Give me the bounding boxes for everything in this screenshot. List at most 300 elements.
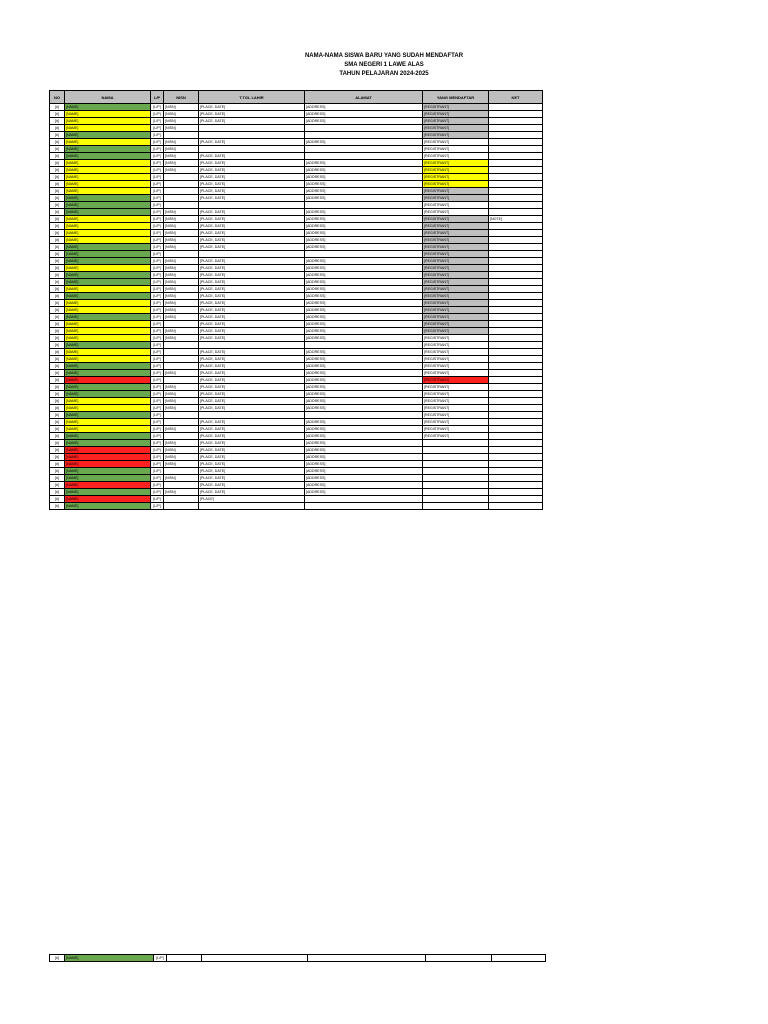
table-row (50, 426, 543, 433)
cell-nama: [NAME] (65, 153, 151, 160)
cell-nama: [NAME] (65, 265, 151, 272)
cell-mendaftar: [REGISTRANT] (423, 153, 489, 160)
cell-nisn: [NISN] (164, 146, 199, 153)
cell-ket (489, 265, 543, 272)
cell-no: [#] (50, 489, 65, 496)
cell-ket (489, 468, 543, 475)
cell-ttl (199, 146, 305, 153)
table-row (50, 286, 543, 293)
cell-ket (489, 461, 543, 468)
cell-no: [#] (50, 286, 65, 293)
cell-nisn (164, 482, 199, 489)
cell-nama: [NAME] (65, 230, 151, 237)
cell-lp: [L/P] (151, 461, 164, 468)
cell-nisn (164, 349, 199, 356)
cell-alamat: [ADDRESS] (305, 265, 423, 272)
cell-ttl: [PLACE, DATE] (199, 482, 305, 489)
cell-no: [#] (50, 503, 65, 510)
cell-ttl (199, 503, 305, 510)
cell-alamat: [ADDRESS] (305, 223, 423, 230)
cell-ttl: [PLACE, DATE] (199, 384, 305, 391)
cell-ttl: [PLACE, DATE] (199, 377, 305, 384)
cell-nisn (164, 174, 199, 181)
cell-lp: [L/P] (151, 251, 164, 258)
cell-ttl: [PLACE] (199, 496, 305, 503)
cell-mendaftar: [REGISTRANT] (423, 125, 489, 132)
cell-no: [#] (50, 461, 65, 468)
cell-no: [#] (50, 447, 65, 454)
cell-alamat: [ADDRESS] (305, 468, 423, 475)
cell-alamat (305, 146, 423, 153)
cell-ttl: [PLACE, DATE] (199, 195, 305, 202)
cell-nisn (164, 363, 199, 370)
cell-mendaftar: [REGISTRANT] (423, 265, 489, 272)
cell-ttl: [PLACE, DATE] (199, 419, 305, 426)
cell-nama: [NAME] (65, 174, 151, 181)
cell-ket (489, 454, 543, 461)
cell-nama: [NAME] (65, 272, 151, 279)
cell-lp: [L/P] (151, 153, 164, 160)
cell-mendaftar (423, 496, 489, 503)
cell-alamat: [ADDRESS] (305, 426, 423, 433)
table-row (50, 461, 543, 468)
cell-mendaftar: [REGISTRANT] (423, 181, 489, 188)
table-row (50, 265, 543, 272)
cell-ket (489, 251, 543, 258)
cell-nama: [NAME] (65, 167, 151, 174)
table-row (50, 111, 543, 118)
cell-ttl: [PLACE, DATE] (199, 391, 305, 398)
cell-ttl: [PLACE, DATE] (199, 118, 305, 125)
cell-ket (489, 419, 543, 426)
cell-no: [#] (50, 230, 65, 237)
cell-no: [#] (50, 188, 65, 195)
cell-ket (489, 237, 543, 244)
cell-mendaftar: [REGISTRANT] (423, 419, 489, 426)
cell-mendaftar (423, 454, 489, 461)
cell-nisn: [NISN] (164, 454, 199, 461)
cell-lp: [L/P] (151, 139, 164, 146)
cell-no: [#] (50, 370, 65, 377)
cell-no: [#] (50, 272, 65, 279)
cell-nama: [NAME] (65, 398, 151, 405)
cell-no: [#] (50, 433, 65, 440)
cell-ket (489, 244, 543, 251)
cell-nama: [NAME] (65, 195, 151, 202)
cell-lp: [L/P] (151, 258, 164, 265)
cell-ttl: [PLACE, DATE] (199, 447, 305, 454)
cell-ttl (199, 125, 305, 132)
cell-alamat: [ADDRESS] (305, 314, 423, 321)
cell-no: [#] (50, 454, 65, 461)
cell-ttl: [PLACE, DATE] (199, 370, 305, 377)
cell-nisn: [NISN] (164, 209, 199, 216)
document-title: NAMA-NAMA SISWA BARU YANG SUDAH MENDAFTAR (304, 53, 464, 59)
cell-ket (489, 335, 543, 342)
cell-ket (489, 328, 543, 335)
table-row (50, 223, 543, 230)
cell-no: [#] (50, 475, 65, 482)
cell-nisn (164, 496, 199, 503)
cell-ket (489, 503, 543, 510)
cell-nama: [NAME] (65, 237, 151, 244)
cell-nama: [NAME] (65, 482, 151, 489)
cell-ttl: [PLACE, DATE] (199, 139, 305, 146)
table-row (50, 300, 543, 307)
cell-lp: [L/P] (151, 244, 164, 251)
cell-mendaftar: [REGISTRANT] (423, 251, 489, 258)
cell-ttl: [PLACE, DATE] (199, 433, 305, 440)
table-row (50, 503, 543, 510)
cell-lp: [L/P] (151, 391, 164, 398)
table-row (50, 272, 543, 279)
cell-no: [#] (50, 202, 65, 209)
table-row (50, 118, 543, 125)
cell-ket (489, 188, 543, 195)
cell-lp: [L/P] (151, 314, 164, 321)
cell-mendaftar: [REGISTRANT] (423, 398, 489, 405)
cell-ttl: [PLACE, DATE] (199, 300, 305, 307)
student-table-extra (49, 954, 546, 962)
table-row (50, 314, 543, 321)
cell-lp: [L/P] (151, 482, 164, 489)
cell-lp: [L/P] (151, 447, 164, 454)
cell-no: [#] (50, 118, 65, 125)
cell-alamat: [ADDRESS] (305, 167, 423, 174)
table-row (50, 321, 543, 328)
cell-ket (489, 146, 543, 153)
cell-ttl: [PLACE, DATE] (199, 307, 305, 314)
cell-nama: [NAME] (65, 293, 151, 300)
cell-alamat: [ADDRESS] (305, 335, 423, 342)
cell-alamat (305, 202, 423, 209)
cell-alamat: [ADDRESS] (305, 405, 423, 412)
table-row (50, 433, 543, 440)
cell-mendaftar: [REGISTRANT] (423, 174, 489, 181)
cell-ket (489, 405, 543, 412)
table-row (50, 440, 543, 447)
cell-ttl: [PLACE, DATE] (199, 286, 305, 293)
cell-lp: [L/P] (151, 195, 164, 202)
cell-nama: [NAME] (65, 223, 151, 230)
cell-lp: [L/P] (151, 433, 164, 440)
cell-ket (489, 223, 543, 230)
cell-nama: [NAME] (65, 454, 151, 461)
document-title-block (0, 52, 768, 79)
cell-alamat: [ADDRESS] (305, 454, 423, 461)
cell-no: [#] (50, 174, 65, 181)
cell-nisn: [NISN] (164, 153, 199, 160)
cell-mendaftar: [REGISTRANT] (423, 363, 489, 370)
cell-ket (489, 195, 543, 202)
cell-ket (489, 307, 543, 314)
table-row (50, 419, 543, 426)
cell-nisn: [NISN] (164, 489, 199, 496)
cell-lp: [L/P] (151, 160, 164, 167)
cell-ket (489, 342, 543, 349)
cell-ttl: [PLACE, DATE] (199, 489, 305, 496)
cell-ttl: [PLACE, DATE] (199, 356, 305, 363)
cell-lp: [L/P] (151, 349, 164, 356)
cell-ket (489, 482, 543, 489)
cell-nisn: [NISN] (164, 160, 199, 167)
cell-no: [#] (50, 391, 65, 398)
cell-ttl: [PLACE, DATE] (199, 314, 305, 321)
cell-nama: [NAME] (65, 384, 151, 391)
cell-alamat: [ADDRESS] (305, 475, 423, 482)
cell-mendaftar: [REGISTRANT] (423, 167, 489, 174)
cell-nama: [NAME] (65, 188, 151, 195)
cell-alamat: [ADDRESS] (305, 174, 423, 181)
cell-ttl: [PLACE, DATE] (199, 279, 305, 286)
cell-ttl: [PLACE, DATE] (199, 167, 305, 174)
cell-nama: [NAME] (65, 111, 151, 118)
cell-nisn: [NISN] (164, 300, 199, 307)
cell-mendaftar: [REGISTRANT] (423, 321, 489, 328)
cell-no: [#] (50, 300, 65, 307)
cell-alamat: [ADDRESS] (305, 447, 423, 454)
cell-alamat: [ADDRESS] (305, 237, 423, 244)
cell-ket (489, 286, 543, 293)
table-row (50, 468, 543, 475)
cell-ket (489, 489, 543, 496)
cell-lp: [L/P] (151, 475, 164, 482)
cell-nisn: [NISN] (164, 307, 199, 314)
cell-ttl (199, 412, 305, 419)
cell-nisn: [NISN] (164, 286, 199, 293)
cell-nisn (164, 181, 199, 188)
table-row (50, 279, 543, 286)
cell-ket (489, 104, 543, 111)
cell-ket (492, 955, 546, 962)
cell-lp: [L/P] (151, 496, 164, 503)
cell-mendaftar: [REGISTRANT] (423, 223, 489, 230)
table-row (50, 209, 543, 216)
cell-alamat: [ADDRESS] (305, 384, 423, 391)
cell-lp: [L/P] (151, 272, 164, 279)
cell-nisn (164, 377, 199, 384)
cell-ttl: [PLACE, DATE] (199, 223, 305, 230)
cell-mendaftar: [REGISTRANT] (423, 328, 489, 335)
cell-nisn: [NISN] (164, 111, 199, 118)
cell-ket (489, 258, 543, 265)
cell-nama: [NAME] (65, 447, 151, 454)
cell-ket (489, 272, 543, 279)
cell-lp: [L/P] (151, 328, 164, 335)
cell-mendaftar: [REGISTRANT] (423, 111, 489, 118)
cell-mendaftar: [REGISTRANT] (423, 342, 489, 349)
table-row (50, 174, 543, 181)
cell-alamat: [ADDRESS] (305, 321, 423, 328)
cell-no: [#] (50, 496, 65, 503)
cell-nama: [NAME] (65, 279, 151, 286)
cell-ttl (199, 251, 305, 258)
cell-mendaftar (423, 447, 489, 454)
cell-alamat: [ADDRESS] (305, 391, 423, 398)
cell-no: [#] (50, 258, 65, 265)
cell-mendaftar: [REGISTRANT] (423, 272, 489, 279)
cell-nama: [NAME] (65, 321, 151, 328)
cell-no: [#] (50, 405, 65, 412)
table-row (50, 335, 543, 342)
cell-ket (489, 356, 543, 363)
cell-mendaftar: [REGISTRANT] (423, 370, 489, 377)
cell-ttl (199, 342, 305, 349)
cell-lp: [L/P] (151, 209, 164, 216)
cell-nisn (164, 419, 199, 426)
cell-no: [#] (50, 419, 65, 426)
table-row (50, 377, 543, 384)
cell-nisn: [NISN] (164, 104, 199, 111)
cell-nama: [NAME] (65, 286, 151, 293)
cell-no: [#] (50, 440, 65, 447)
cell-mendaftar (423, 489, 489, 496)
cell-lp: [L/P] (151, 454, 164, 461)
cell-mendaftar: [REGISTRANT] (423, 195, 489, 202)
cell-nama: [NAME] (65, 314, 151, 321)
cell-nama: [NAME] (65, 489, 151, 496)
cell-lp: [L/P] (151, 216, 164, 223)
cell-ket (489, 475, 543, 482)
cell-mendaftar (423, 440, 489, 447)
cell-ket: [NOTE] (489, 216, 543, 223)
cell-nisn (164, 321, 199, 328)
cell-ttl: [PLACE, DATE] (199, 454, 305, 461)
cell-ket (489, 391, 543, 398)
cell-ket (489, 377, 543, 384)
cell-mendaftar: [REGISTRANT] (423, 377, 489, 384)
cell-nisn: [NISN] (164, 328, 199, 335)
cell-no: [#] (50, 955, 65, 962)
cell-ttl: [PLACE, DATE] (199, 440, 305, 447)
cell-ttl: [PLACE, DATE] (199, 398, 305, 405)
cell-nisn: [NISN] (164, 265, 199, 272)
cell-nisn: [NISN] (164, 314, 199, 321)
cell-no: [#] (50, 335, 65, 342)
cell-mendaftar: [REGISTRANT] (423, 293, 489, 300)
table-row (50, 160, 543, 167)
cell-no: [#] (50, 237, 65, 244)
cell-mendaftar: [REGISTRANT] (423, 314, 489, 321)
cell-nama: [NAME] (65, 258, 151, 265)
cell-lp: [L/P] (151, 426, 164, 433)
cell-mendaftar (423, 461, 489, 468)
cell-ttl: [PLACE, DATE] (199, 160, 305, 167)
cell-ket (489, 349, 543, 356)
table-row (50, 454, 543, 461)
table-row (50, 405, 543, 412)
cell-no: [#] (50, 342, 65, 349)
cell-nama: [NAME] (65, 356, 151, 363)
cell-no: [#] (50, 139, 65, 146)
table-row (50, 391, 543, 398)
cell-no: [#] (50, 160, 65, 167)
cell-alamat (305, 503, 423, 510)
cell-alamat: [ADDRESS] (305, 349, 423, 356)
cell-ttl: [PLACE, DATE] (199, 230, 305, 237)
cell-ttl: [PLACE, DATE] (199, 461, 305, 468)
cell-ket (489, 496, 543, 503)
cell-no: [#] (50, 482, 65, 489)
cell-no: [#] (50, 244, 65, 251)
cell-mendaftar: [REGISTRANT] (423, 132, 489, 139)
table-row (50, 447, 543, 454)
cell-lp: [L/P] (154, 955, 167, 962)
cell-lp: [L/P] (151, 118, 164, 125)
cell-nisn (164, 202, 199, 209)
cell-ttl: [PLACE, DATE] (199, 244, 305, 251)
cell-lp: [L/P] (151, 286, 164, 293)
cell-alamat: [ADDRESS] (305, 398, 423, 405)
cell-mendaftar: [REGISTRANT] (423, 104, 489, 111)
cell-nisn: [NISN] (164, 279, 199, 286)
header-no: NO (50, 91, 65, 104)
table-row (50, 398, 543, 405)
cell-ttl: [PLACE, DATE] (199, 181, 305, 188)
cell-nama: [NAME] (65, 426, 151, 433)
cell-nisn (164, 251, 199, 258)
cell-mendaftar (423, 482, 489, 489)
cell-nisn: [NISN] (164, 405, 199, 412)
cell-no: [#] (50, 384, 65, 391)
table-body (50, 104, 543, 510)
cell-lp: [L/P] (151, 223, 164, 230)
cell-alamat (308, 955, 426, 962)
table-row (50, 230, 543, 237)
cell-alamat: [ADDRESS] (305, 307, 423, 314)
cell-mendaftar (423, 475, 489, 482)
cell-lp: [L/P] (151, 181, 164, 188)
table-row (50, 293, 543, 300)
cell-mendaftar: [REGISTRANT] (423, 349, 489, 356)
cell-no: [#] (50, 377, 65, 384)
cell-lp: [L/P] (151, 377, 164, 384)
cell-lp: [L/P] (151, 307, 164, 314)
cell-nama: [NAME] (65, 419, 151, 426)
cell-mendaftar: [REGISTRANT] (423, 258, 489, 265)
cell-mendaftar (423, 503, 489, 510)
cell-ttl: [PLACE, DATE] (199, 328, 305, 335)
cell-nisn: [NISN] (164, 223, 199, 230)
cell-nama: [NAME] (65, 132, 151, 139)
cell-alamat: [ADDRESS] (305, 111, 423, 118)
cell-nisn: [NISN] (164, 139, 199, 146)
header-lp: L/P (151, 91, 164, 104)
table-row (50, 132, 543, 139)
cell-lp: [L/P] (151, 335, 164, 342)
cell-mendaftar: [REGISTRANT] (423, 426, 489, 433)
table-row (50, 104, 543, 111)
cell-mendaftar: [REGISTRANT] (423, 300, 489, 307)
cell-nisn: [NISN] (164, 216, 199, 223)
cell-no: [#] (50, 328, 65, 335)
cell-no: [#] (50, 398, 65, 405)
cell-lp: [L/P] (151, 293, 164, 300)
cell-no: [#] (50, 132, 65, 139)
cell-alamat: [ADDRESS] (305, 328, 423, 335)
cell-ket (489, 118, 543, 125)
cell-mendaftar: [REGISTRANT] (423, 356, 489, 363)
cell-mendaftar: [REGISTRANT] (423, 188, 489, 195)
cell-ket (489, 209, 543, 216)
cell-alamat: [ADDRESS] (305, 209, 423, 216)
cell-alamat: [ADDRESS] (305, 139, 423, 146)
cell-nisn (164, 188, 199, 195)
cell-ttl: [PLACE, DATE] (199, 335, 305, 342)
table-row (50, 202, 543, 209)
cell-ttl: [PLACE, DATE] (199, 188, 305, 195)
table-row (50, 139, 543, 146)
